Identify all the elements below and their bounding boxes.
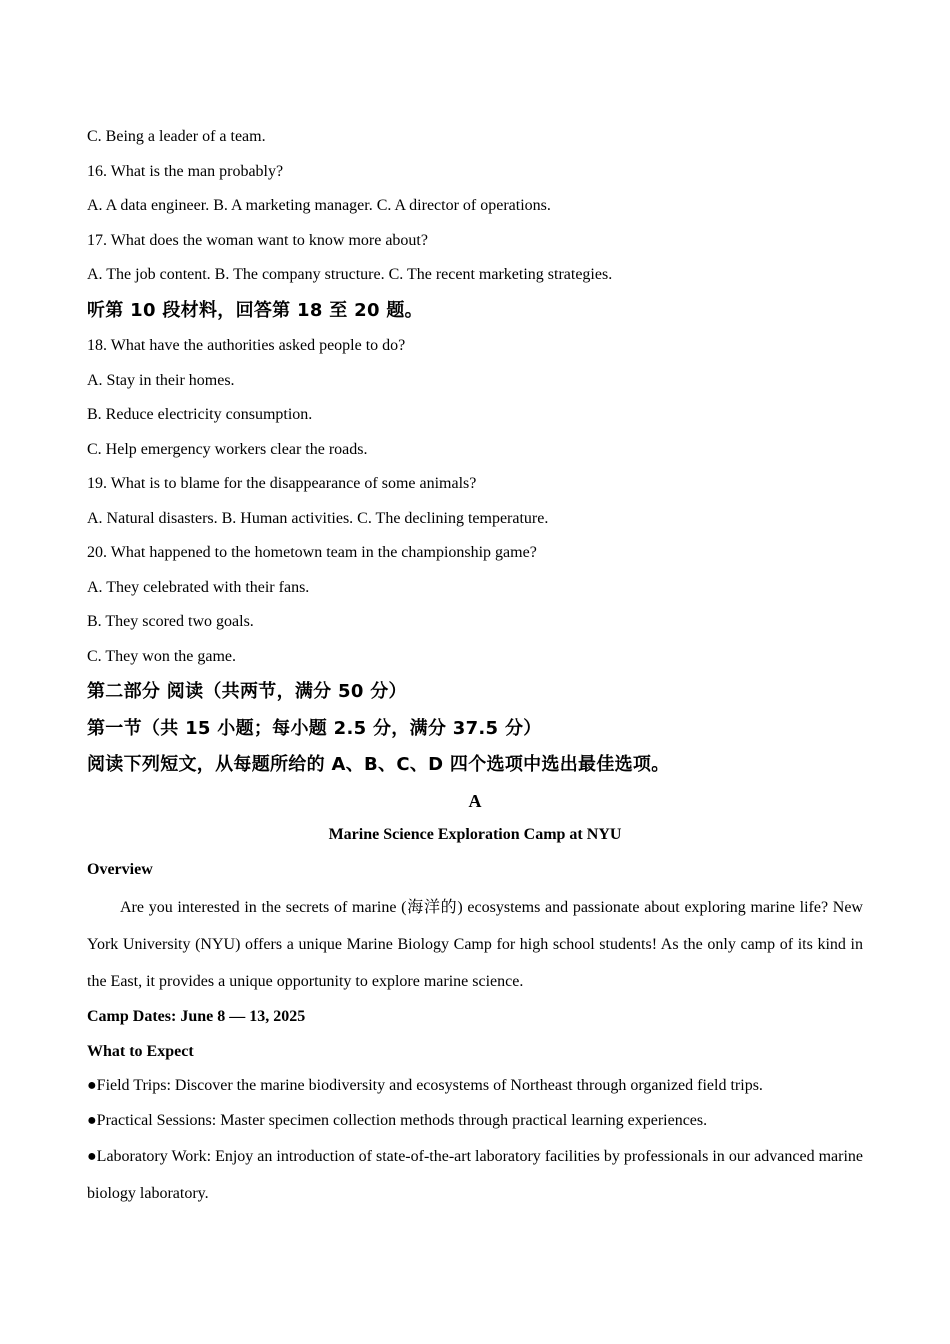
question-20-option-a: A. They celebrated with their fans. [87,578,310,596]
passage-letter: A [468,790,482,811]
bullet-field-trips: ●Field Trips: Discover the marine biodiversity and ecosystems of Northeast through organized field trips. [87,1077,763,1094]
question-18-option-a: A. Stay in their homes. [87,371,235,389]
question-20: 20. What happened to the hometown team in the championship game? [87,544,537,561]
question-19-options: A. Natural disasters. B. Human activities. C. The declining temperature. [87,509,549,527]
question-19: 19. What is to blame for the disappearance of some animals? [87,475,477,492]
passage-title: Marine Science Exploration Camp at NYU [328,826,622,843]
bullet-practical-sessions: ●Practical Sessions: Master specimen collection methods through practical learning experiences. [87,1111,708,1129]
question-18-option-c: C. Help emergency workers clear the roads. [87,440,368,458]
question-20-option-c: C. They won the game. [87,647,237,665]
reading-instruction: 阅读下列短文，从每题所给的 A、B、C、D 四个选项中选出最佳选项。 [87,754,670,775]
question-16-options: A. A data engineer. B. A marketing manager. C. A director of operations. [87,197,551,214]
question-18: 18. What have the authorities asked people to do? [87,337,406,354]
what-to-expect-heading: What to Expect [87,1042,194,1060]
bullet-laboratory-work: ●Laboratory Work: Enjoy an introduction of state-of-the-art laboratory facilities by professionals in our advanced marine biology laboratory. [87,1148,863,1202]
question-16: 16. What is the man probably? [87,162,284,180]
camp-dates: Camp Dates: June 8 — 13, 2025 [87,1008,306,1025]
question-17-options: A. The job content. B. The company structure. C. The recent marketing strategies. [87,266,613,283]
overview-heading: Overview [87,860,153,878]
page-content [87,120,863,1212]
section-one-heading: 第一节（共 15 小题；每小题 2.5 分，满分 37.5 分） [87,717,542,739]
overview-paragraph: Are you interested in the secrets of marine (海洋的) ecosystems and passionate about exploring marine life? New York University (NYU) offers a unique Marine Biology Camp for high school students! As the only camp of its kind in the East, it provides a unique opportunity to explore marine science. [87,899,863,990]
question-18-option-b: B. Reduce electricity consumption. [87,406,313,423]
section-10-heading: 听第 10 段材料，回答第 18 至 20 题。 [87,299,423,321]
q15-option-c: C. Being a leader of a team. [87,128,266,145]
question-20-option-b: B. They scored two goals. [87,613,254,630]
part-two-heading: 第二部分 阅读（共两节，满分 50 分） [87,681,407,702]
question-17: 17. What does the woman want to know more about? [87,231,428,249]
